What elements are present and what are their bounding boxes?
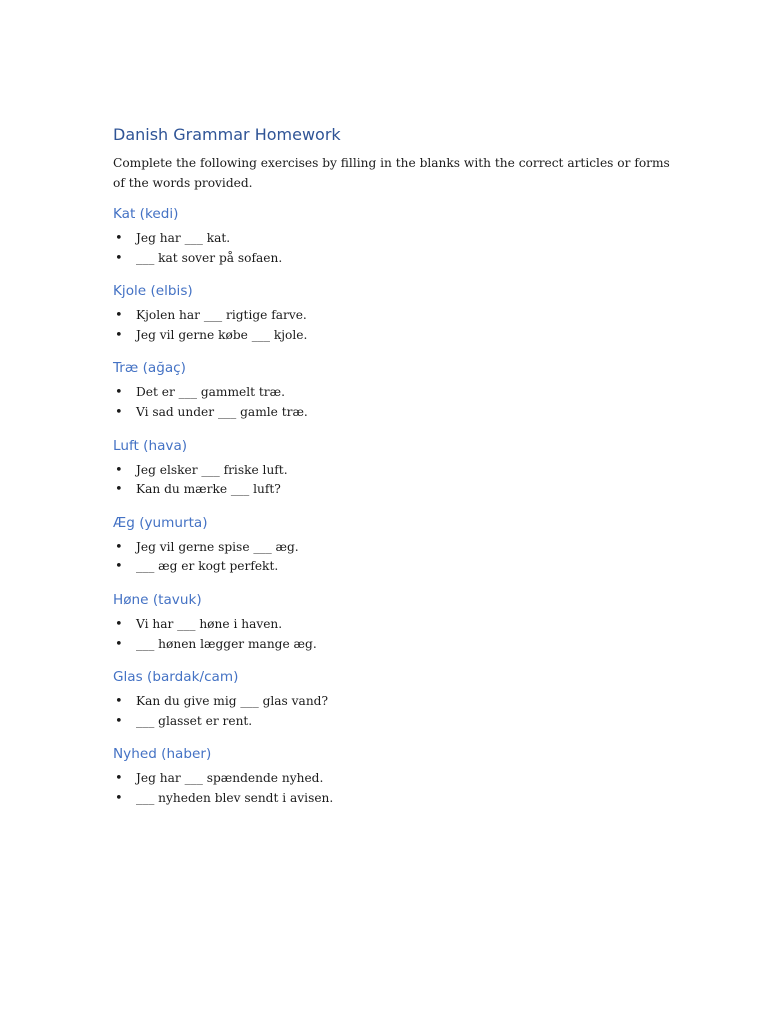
- exercise-text: Jeg vil gerne spise ___ æg.: [136, 539, 299, 554]
- exercise-item: [113, 326, 673, 346]
- exercise-item: [113, 461, 673, 481]
- exercise-text: ___ nyheden blev sendt i avisen.: [136, 790, 334, 805]
- bullet-icon: •: [115, 327, 123, 343]
- exercise-item: [113, 306, 673, 326]
- exercise-list-aeg: [113, 538, 673, 577]
- section-heading-glas: Glas (bardak/cam): [113, 669, 239, 686]
- bullet-icon: •: [115, 462, 123, 478]
- exercise-item: [113, 403, 673, 423]
- section-heading-aeg: Æg (yumurta): [113, 514, 208, 531]
- bullet-icon: •: [115, 308, 123, 324]
- exercise-text: Kjolen har ___ rigtige farve.: [136, 308, 307, 323]
- bullet-icon: •: [115, 250, 123, 266]
- exercise-text: Kan du give mig ___ glas vand?: [136, 694, 329, 709]
- exercise-item: [113, 635, 673, 655]
- exercise-text: Vi har ___ høne i haven.: [136, 616, 283, 631]
- exercise-item: [113, 769, 673, 789]
- document-page: [113, 124, 673, 823]
- exercise-list-nyhed: [113, 769, 673, 808]
- bullet-icon: •: [115, 771, 123, 787]
- section-heading-kat: Kat (kedi): [113, 206, 179, 222]
- exercise-list-hone: [113, 615, 673, 654]
- bullet-icon: •: [115, 539, 123, 555]
- bullet-icon: •: [115, 482, 123, 498]
- exercise-text: ___ glasset er rent.: [136, 713, 253, 728]
- bullet-icon: •: [115, 616, 123, 632]
- exercise-list-glas: [113, 692, 673, 731]
- bullet-icon: •: [115, 385, 123, 401]
- exercise-item: [113, 249, 673, 269]
- exercise-text: Det er ___ gammelt træ.: [136, 385, 285, 400]
- exercise-item: [113, 692, 673, 712]
- exercise-item: [113, 712, 673, 732]
- exercise-text: ___ hønen lægger mange æg.: [136, 636, 317, 651]
- exercise-list-trae: [113, 383, 673, 422]
- exercise-list-kjole: [113, 306, 673, 345]
- bullet-icon: •: [115, 636, 123, 652]
- exercise-text: Vi sad under ___ gamle træ.: [136, 404, 308, 419]
- exercise-text: Jeg har ___ spændende nyhed.: [136, 771, 324, 786]
- exercise-item: [113, 538, 673, 558]
- bullet-icon: •: [115, 559, 123, 575]
- exercise-text: Jeg vil gerne købe ___ kjole.: [136, 327, 308, 342]
- page-title: Danish Grammar Homework: [113, 125, 341, 144]
- exercise-list-kat: [113, 229, 673, 268]
- exercise-text: Jeg elsker ___ friske luft.: [136, 462, 288, 477]
- exercise-item: [113, 229, 673, 249]
- exercise-item: [113, 615, 673, 635]
- intro-paragraph: Complete the following exercises by filling in the blanks with the correct articles or forms of the words provided.: [113, 156, 670, 190]
- bullet-icon: •: [115, 404, 123, 420]
- exercise-item: [113, 557, 673, 577]
- section-heading-trae: Træ (ağaç): [113, 360, 186, 377]
- section-heading-luft: Luft (hava): [113, 437, 188, 454]
- bullet-icon: •: [115, 713, 123, 729]
- section-heading-kjole: Kjole (elbis): [113, 283, 193, 300]
- exercise-text: Kan du mærke ___ luft?: [136, 482, 281, 497]
- section-heading-nyhed: Nyhed (haber): [113, 746, 212, 763]
- exercise-text: ___ kat sover på sofaen.: [136, 250, 283, 265]
- exercise-item: [113, 383, 673, 403]
- bullet-icon: •: [115, 694, 123, 710]
- exercise-text: Jeg har ___ kat.: [136, 231, 231, 245]
- bullet-icon: •: [115, 790, 123, 806]
- exercise-list-luft: [113, 461, 673, 500]
- exercise-item: [113, 789, 673, 809]
- exercise-item: [113, 480, 673, 500]
- bullet-icon: •: [115, 231, 123, 246]
- section-heading-hone: Høne (tavuk): [113, 591, 202, 608]
- exercise-text: ___ æg er kogt perfekt.: [136, 559, 279, 574]
